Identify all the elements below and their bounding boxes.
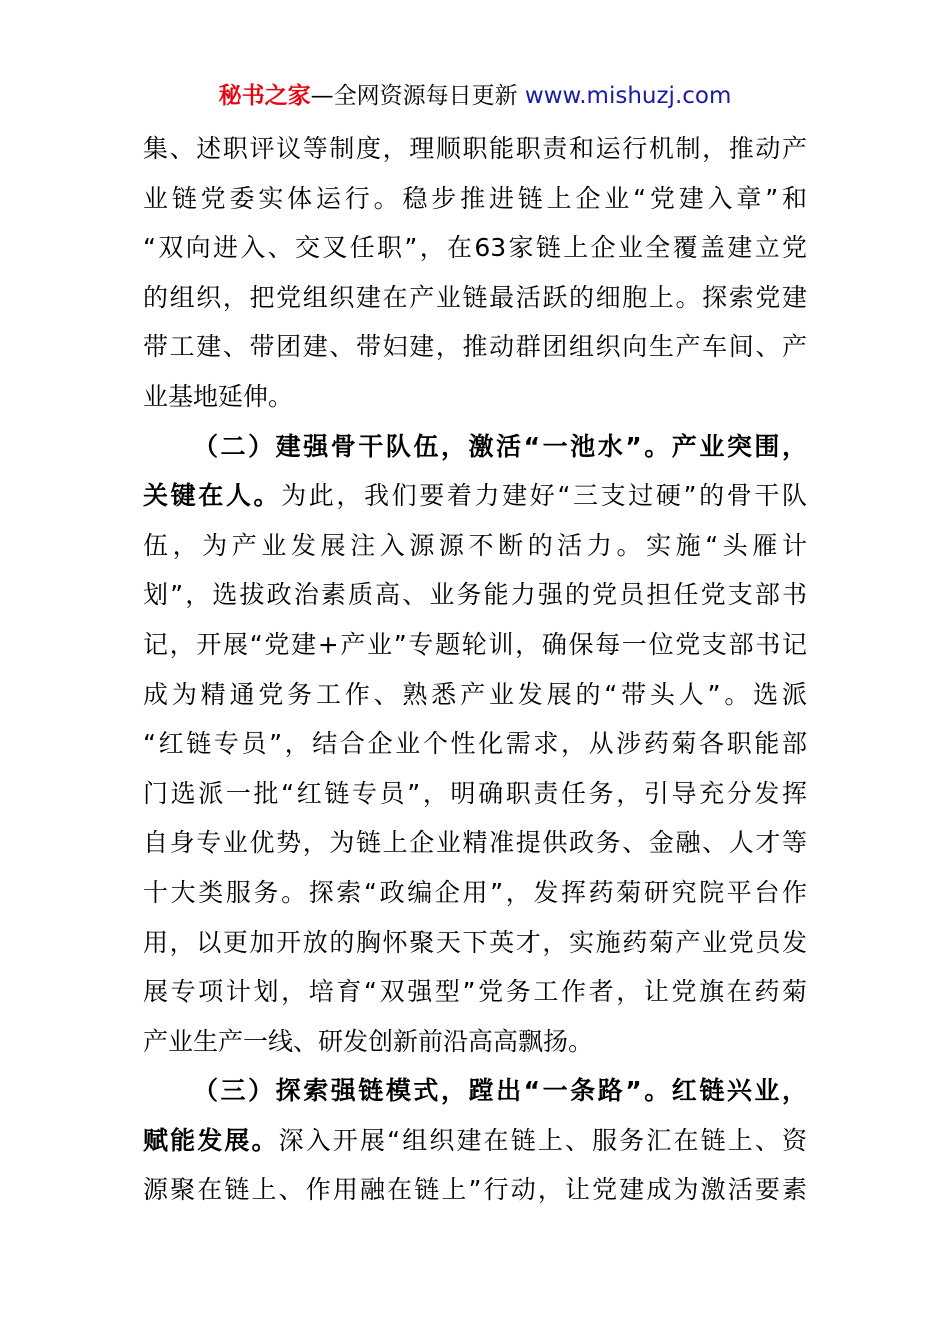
text-line: 业基地延伸。	[143, 381, 294, 411]
text-line: 关键在人。为此，我们要着力建好“三支过硬”的骨干队	[143, 481, 807, 511]
text-line: 展专项计划，培育“双强型”党务工作者，让党旗在药菊	[143, 977, 807, 1007]
text-line: 十大类服务。探索“政编企用”，发挥药菊研究院平台作	[143, 877, 807, 907]
page-header	[0, 80, 950, 112]
text-line: 产业生产一线、研发创新前沿高高飘扬。	[143, 1026, 594, 1056]
text-line: 带工建、带团建、带妇建，推动群团组织向生产车间、产	[143, 332, 807, 362]
text-line: 划”，选拔政治素质高、业务能力强的党员担任党支部书	[143, 580, 807, 610]
text-line: 业链党委实体运行。稳步推进链上企业“党建入章”和	[143, 183, 807, 213]
section-heading-3: （三）探索强链模式，蹚出“一条路”。红链兴业，	[193, 1076, 807, 1106]
text-line: 伍，为产业发展注入源源不断的活力。实施“头雁计	[143, 530, 807, 560]
website-link[interactable]: www.mishuzj.com	[524, 83, 732, 109]
text-line: 的组织，把党组织建在产业链最活跃的细胞上。探索党建	[143, 282, 807, 312]
text-line: 赋能发展。深入开展“组织建在链上、服务汇在链上、资	[143, 1125, 807, 1155]
text-line: 用，以更加开放的胸怀聚天下英才，实施药菊产业党员发	[143, 927, 807, 957]
text-line: “红链专员”，结合企业个性化需求，从涉药菊各职能部	[143, 729, 807, 759]
text-line: 集、述职评议等制度，理顺职能职责和运行机制，推动产	[143, 134, 807, 163]
text-line: “双向进入、交叉任职”，在63家链上企业全覆盖建立党	[143, 233, 807, 263]
section-heading-2: （二）建强骨干队伍，激活“一池水”。产业突围，	[193, 431, 807, 461]
body-text	[143, 124, 807, 1215]
text-line: 记，开展“党建+产业”专题轮训，确保每一位党支部书记	[143, 629, 807, 659]
text-line: 门选派一批“红链专员”，明确职责任务，引导充分发挥	[143, 778, 807, 808]
header-tagline: —全网资源每日更新	[310, 83, 525, 109]
text-line: 成为精通党务工作、熟悉产业发展的“带头人”。选派	[143, 679, 807, 709]
brand-name: 秘书之家	[218, 83, 311, 109]
text-line: 源聚在链上、作用融在链上”行动，让党建成为激活要素	[143, 1175, 807, 1205]
text-line: 自身专业优势，为链上企业精准提供政务、金融、人才等	[143, 828, 807, 858]
